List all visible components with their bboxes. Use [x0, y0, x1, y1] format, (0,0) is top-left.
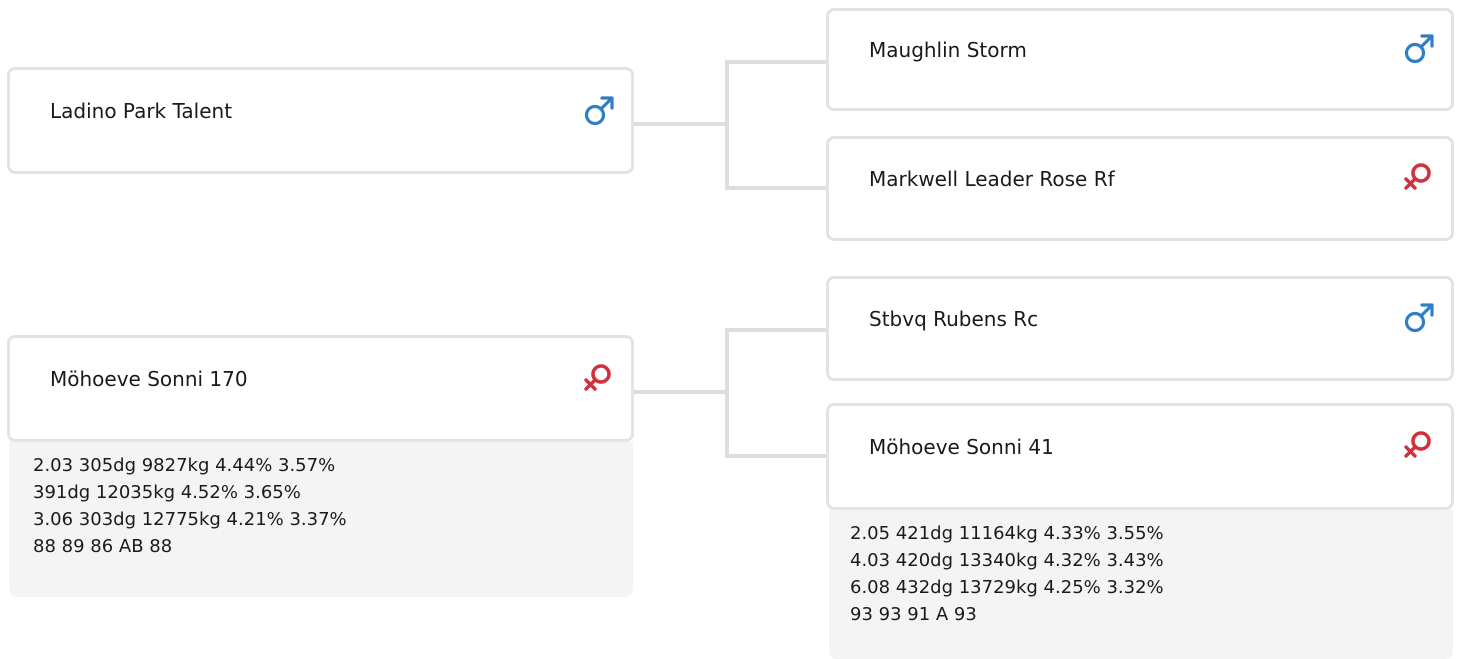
- female-icon: [581, 360, 617, 396]
- male-icon: [581, 93, 617, 129]
- pedigree-card-granddam[interactable]: [826, 136, 1454, 241]
- performance-stats: [829, 510, 1453, 659]
- connector-line: [725, 60, 828, 64]
- stats-line: 4.03 420dg 13340kg 4.32% 3.43%: [850, 550, 1164, 571]
- connector-line: [725, 328, 828, 332]
- animal-name: Möhoeve Sonni 41: [869, 435, 1054, 459]
- animal-name: Stbvq Rubens Rc: [869, 307, 1039, 331]
- animal-name: Möhoeve Sonni 170: [50, 367, 248, 391]
- connector-line: [632, 122, 729, 126]
- connector-line: [725, 454, 828, 458]
- stats-line: 3.06 303dg 12775kg 4.21% 3.37%: [33, 509, 347, 530]
- performance-stats: [9, 442, 633, 597]
- stats-line: 93 93 91 A 93: [850, 604, 977, 625]
- pedigree-card-dam[interactable]: [7, 335, 634, 442]
- animal-name: Ladino Park Talent: [50, 99, 233, 123]
- connector-line: [632, 390, 729, 394]
- stats-line: 391dg 12035kg 4.52% 3.65%: [33, 482, 301, 503]
- connector-line: [725, 328, 729, 458]
- female-icon: [1401, 159, 1437, 195]
- connector-line: [725, 60, 729, 190]
- pedigree-card-sire[interactable]: [7, 67, 634, 174]
- male-icon: [1401, 300, 1437, 336]
- stats-line: 6.08 432dg 13729kg 4.25% 3.32%: [850, 577, 1164, 598]
- connector-line: [725, 186, 828, 190]
- animal-name: Maughlin Storm: [869, 38, 1027, 62]
- female-icon: [1401, 427, 1437, 463]
- stats-line: 88 89 86 AB 88: [33, 536, 173, 557]
- male-icon: [1401, 31, 1437, 67]
- animal-name: Markwell Leader Rose Rf: [869, 167, 1115, 191]
- stats-line: 2.03 305dg 9827kg 4.44% 3.57%: [33, 455, 336, 476]
- pedigree-card-grandsire[interactable]: [826, 276, 1454, 381]
- pedigree-card-grandsire[interactable]: [826, 8, 1454, 111]
- pedigree-card-granddam[interactable]: [826, 403, 1454, 510]
- stats-line: 2.05 421dg 11164kg 4.33% 3.55%: [850, 523, 1164, 544]
